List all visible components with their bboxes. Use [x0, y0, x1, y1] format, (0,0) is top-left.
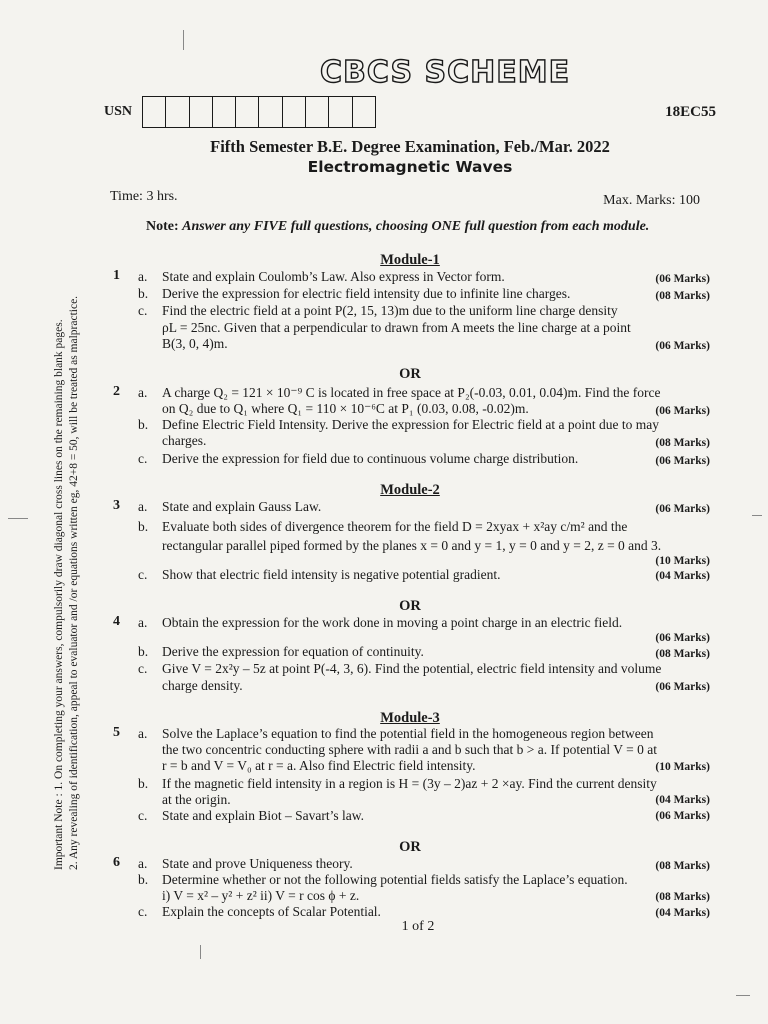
- part-label: a.: [138, 856, 148, 871]
- question-text: charge density.: [162, 678, 243, 693]
- marks: (08 Marks): [655, 648, 710, 660]
- marks: (06 Marks): [655, 810, 710, 822]
- marks: (08 Marks): [655, 290, 710, 302]
- question-text: Find the electric field at a point P(2, 15, 13)m due to the uniform line charge density: [162, 303, 618, 318]
- or-divider: OR: [399, 839, 421, 855]
- marks: (06 Marks): [655, 273, 710, 285]
- note-label: Note:: [146, 219, 179, 234]
- part-label: b.: [138, 872, 149, 887]
- instructions-note: [146, 219, 649, 235]
- scan-mark: [736, 995, 750, 996]
- marks: (10 Marks): [655, 555, 710, 567]
- side-note-line-2: 2. Any revealing of identification, appeal to evaluator and /or equations written eg, 42+8 = 50, will be treated as malpractice.: [68, 295, 80, 870]
- scan-mark: [183, 30, 184, 50]
- question-number: 2: [113, 384, 120, 399]
- question-text: Show that electric field intensity is negative potential gradient.: [162, 567, 501, 582]
- usn-cell: [306, 97, 329, 127]
- part-label: c.: [138, 661, 148, 676]
- question-text: If the magnetic field intensity in a region is H = (3y – 2)az + 2 ×ay. Find the current density: [162, 776, 657, 791]
- marks: (06 Marks): [655, 340, 710, 352]
- question-number: 1: [113, 268, 120, 283]
- marks: (06 Marks): [655, 455, 710, 467]
- part-label: b.: [138, 519, 149, 534]
- cbcs-scheme-logo: CBCS SCHEME: [320, 55, 571, 90]
- question-text: Derive the expression for electric field intensity due to infinite line charges.: [162, 286, 571, 301]
- note-text: Answer any FIVE full questions, choosing ONE full question from each module.: [182, 219, 650, 234]
- part-label: a.: [138, 269, 148, 284]
- question-text: at the origin.: [162, 792, 231, 807]
- side-important-note: [52, 230, 82, 870]
- part-label: a.: [138, 385, 148, 400]
- usn-cell: [259, 97, 282, 127]
- question-text: B(3, 0, 4)m.: [162, 336, 228, 351]
- marks: (08 Marks): [655, 891, 710, 903]
- marks: (06 Marks): [655, 405, 710, 417]
- usn-boxes: [142, 96, 376, 128]
- question-text: Evaluate both sides of divergence theorem for the field D = 2xyax + x²ay c/m² and the: [162, 519, 628, 534]
- part-label: a.: [138, 726, 148, 741]
- marks: (06 Marks): [655, 503, 710, 515]
- scan-mark: [200, 945, 201, 959]
- usn-cell: [143, 97, 166, 127]
- marks: (04 Marks): [655, 570, 710, 582]
- question-text: on Q₂ due to Q₁ where Q₁ = 110 × 10⁻⁶C at P₁ (0.03, 0.08, -0.02)m.: [162, 401, 529, 416]
- usn-cell: [213, 97, 236, 127]
- page-number: 1 of 2: [401, 919, 435, 934]
- question-text: Solve the Laplace’s equation to find the potential field in the homogeneous region between: [162, 726, 654, 741]
- marks: (08 Marks): [655, 437, 710, 449]
- question-text: rectangular parallel piped formed by the planes x = 0 and y = 1, y = 0 and y = 2, z = 0 and 3.: [162, 538, 662, 553]
- question-text: charges.: [162, 433, 207, 448]
- part-label: c.: [138, 904, 148, 919]
- question-text: Obtain the expression for the work done in moving a point charge in an electric field.: [162, 615, 623, 630]
- question-text: Define Electric Field Intensity. Derive the expression for Electric field at a point due to may: [162, 417, 659, 432]
- module-1-heading: Module-1: [380, 252, 440, 268]
- question-text: the two concentric conducting sphere with radii a and b such that b > a. If potential V = 0 at: [162, 742, 657, 757]
- question-text: ρL = 25nc. Given that a perpendicular to drawn from A meets the line charge at a point: [162, 320, 631, 335]
- part-label: c.: [138, 451, 148, 466]
- question-number: 5: [113, 725, 120, 740]
- question-text: A charge Q₂ = 121 × 10⁻⁹ C is located in free space at P₂(-0.03, 0.01, 0.04)m. Find the force: [162, 385, 661, 400]
- question-text: Give V = 2x²y – 5z at point P(-4, 3, 6). Find the potential, electric field intensity and volume: [162, 661, 662, 676]
- question-text: r = b and V = V₀ at r = a. Also find Electric field intensity.: [162, 758, 476, 773]
- usn-cell: [166, 97, 189, 127]
- part-label: b.: [138, 417, 149, 432]
- question-text: State and explain Coulomb’s Law. Also express in Vector form.: [162, 269, 505, 284]
- subject-code: 18EC55: [665, 104, 716, 120]
- marks: (08 Marks): [655, 860, 710, 872]
- part-label: b.: [138, 644, 149, 659]
- or-divider: OR: [399, 366, 421, 382]
- scan-mark: [752, 515, 762, 516]
- question-text: Derive the expression for equation of continuity.: [162, 644, 424, 659]
- marks: (06 Marks): [655, 632, 710, 644]
- part-label: c.: [138, 303, 148, 318]
- part-label: b.: [138, 286, 149, 301]
- part-label: a.: [138, 499, 148, 514]
- question-text: State and explain Gauss Law.: [162, 499, 322, 514]
- question-text: Explain the concepts of Scalar Potential.: [162, 904, 381, 919]
- marks: (06 Marks): [655, 681, 710, 693]
- marks: (04 Marks): [655, 907, 710, 919]
- question-number: 3: [113, 498, 120, 513]
- usn-cell: [283, 97, 306, 127]
- part-label: b.: [138, 776, 149, 791]
- part-label: a.: [138, 615, 148, 630]
- usn-cell: [329, 97, 352, 127]
- usn-cell: [236, 97, 259, 127]
- question-number: 6: [113, 855, 120, 870]
- usn-cell: [353, 97, 375, 127]
- usn-cell: [190, 97, 213, 127]
- marks: (10 Marks): [655, 761, 710, 773]
- or-divider: OR: [399, 598, 421, 614]
- side-note-line-1: Important Note : 1. On completing your answers, compulsorily draw diagonal cross lines on the remaining blank pages.: [53, 319, 65, 870]
- max-marks: Max. Marks: 100: [603, 193, 700, 208]
- part-label: c.: [138, 808, 148, 823]
- marks: (04 Marks): [655, 794, 710, 806]
- part-label: c.: [138, 567, 148, 582]
- subject-title: Electromagnetic Waves: [307, 158, 513, 176]
- question-text: Derive the expression for field due to continuous volume charge distribution.: [162, 451, 579, 466]
- question-number: 4: [113, 614, 120, 629]
- exam-time: Time: 3 hrs.: [110, 189, 178, 204]
- module-2-heading: Module-2: [380, 482, 440, 498]
- exam-title: Fifth Semester B.E. Degree Examination, Feb./Mar. 2022: [210, 137, 610, 156]
- question-text: Determine whether or not the following potential fields satisfy the Laplace’s equation.: [162, 872, 628, 887]
- scan-mark: [8, 518, 28, 519]
- question-text: i) V = x² – y² + z² ii) V = r cos ϕ + z.: [162, 888, 360, 903]
- question-text: State and explain Biot – Savart’s law.: [162, 808, 364, 823]
- module-3-heading: Module-3: [380, 710, 440, 726]
- usn-label: USN: [104, 104, 133, 119]
- question-text: State and prove Uniqueness theory.: [162, 856, 353, 871]
